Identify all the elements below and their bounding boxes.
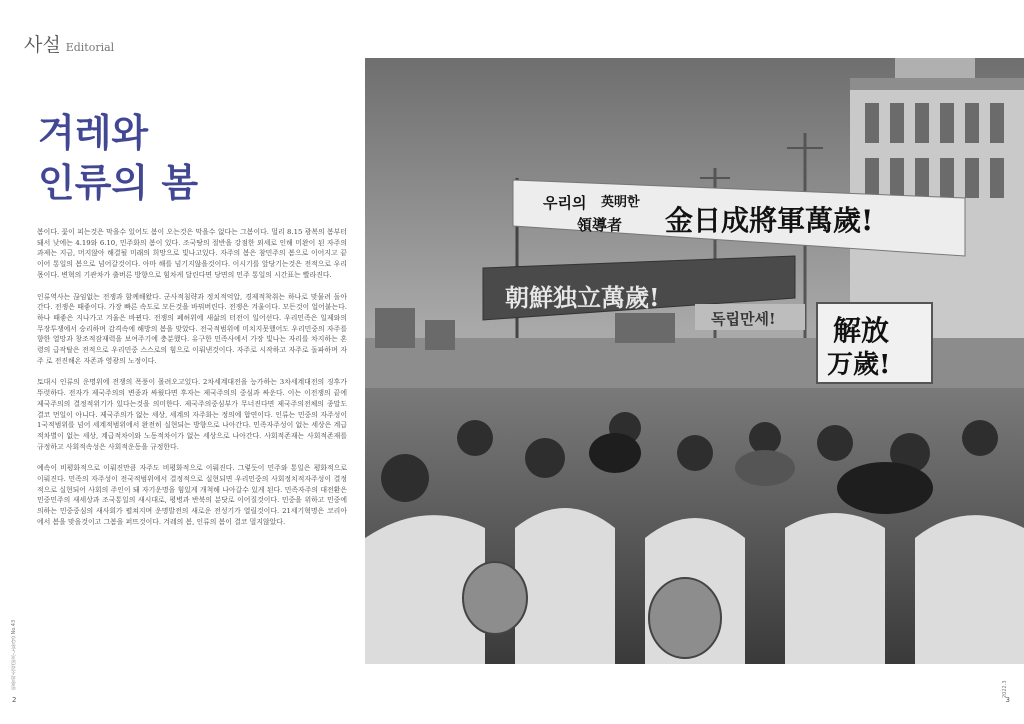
banner-top-text-2: 英明한 — [601, 195, 640, 210]
historical-photo — [365, 58, 1024, 664]
article-body — [37, 227, 347, 528]
paragraph-4: 예속이 비평화적으로 이뤄진만큼 자주도 비평화적으로 이뤄진다. 그렇듯이 민주와 통일은 평화적으로 이뤄진다. 민족의 자주성이 전국적범위에서 결정적으로 실현되면 우리민중의 사회정치적자주성이 결정적으로 실현되어 사회의 주인이 돼 자기운명을 힘있게 개척해 나아갈수 있게 된다. 민족자주의 대전환은 민중민주의 새세상과 조국통일의 새시대로, 평병과 반북의 분닷로 이어질것이다. 민중을 위하고 민중에 의하는 민중중심의 새사회가 펼쳐지며 운명발전의 새로운 전성기가 열릴것이다. 21세기혁명은 코리아에서 봄을 맞을것이고 그봄을 퍼뜨것이다. 겨레의 봄, 인류의 봄이 결코 멀지않았다. — [37, 464, 347, 526]
section-header — [24, 30, 114, 57]
placard-text-line-1: 解放 — [833, 314, 890, 347]
issue-date-side-label: 2022.3 — [1002, 680, 1008, 698]
banner-top-text-1: 우리의 — [543, 194, 587, 212]
publication-side-label: 민중의소리(민주노동당) No.43 — [11, 619, 17, 690]
placard-right — [817, 303, 932, 383]
banner-behind — [695, 304, 805, 330]
title-line-1: 겨레와 — [38, 111, 149, 155]
banner-top-text-3: 領導者 — [577, 216, 623, 234]
placard-text-line-2: 万歲! — [827, 350, 891, 380]
article-title — [38, 108, 198, 208]
paragraph-1: 봄이다. 꽃이 피는것은 막을수 있어도 봄이 오는것은 막을수 없다는 그봄이다. 멀리 8.15 광복의 봄부터 돼서 낮에는 4.19와 6.10, 민주화의 봄이 있다. 조국땅의 절반을 강점한 외세로 인해 미완이 된 자주의 과제는 지금, 머지않아 해결될 미래의 희망으로 빛나고있다. 자주의 봄은 참민주의 봄으로 이어지고 끝이어 통일의 봄으로 넘어갈것이다. 아마 해를 넘기지않을것이다. 이시기를 앞당기는것은 전적으로 우리몫이다. 변혁의 기관차가 출버른 방향으로 힘차게 달린다면 당면의 민주 통일의 시간표는 빨라진다. — [37, 228, 347, 279]
photo-illustration — [365, 58, 1024, 664]
section-label-korean: 사설 — [24, 34, 61, 56]
paragraph-3: 토대시 인류의 운명위에 전쟁의 폭풍이 몰려오고있다. 2차세계대전을 능가하는 3차세계대전의 징후가 뚜렷하다. 전자가 제국주의의 변종과 싸웠다면 후자는 제국주의의 중심과 싸운다. 이는 이전쟁의 끝에 제국주의의 결정적위기가 있다는것을 의미한다. 제국주의중심부가 무너진다면 제국주의전체의 종말도 결코 먼일이 아니다. 제국주의가 없는 세상, 세계의 자주화는 정의에 합연이다. 인류는 민중의 자주성이 1국적범위를 넘어 세계적범위에서 완전히 실현되는 방향으로 나아간다. 민족자주성이 없는 세상은 계급적차별이 없는 세상, 계급적차이와 노동적차이가 없는 세상으로 나아간다. 사회적존재는 사회적존재를 규정하고 사회적속성은 사회적운동을 규정한다. — [37, 378, 347, 451]
page-number-right: 3 — [1005, 696, 1010, 704]
banner-middle-text: 朝鮮独立萬歲! — [505, 283, 660, 312]
banner-top-main-text: 金日成將軍萬歲! — [665, 204, 874, 237]
title-line-2: 인류의 봄 — [38, 161, 199, 205]
banner-behind-text: 독립만세! — [711, 310, 776, 328]
paragraph-2: 인류역사는 끊임없는 전쟁과 함께해왔다. 군사적침략과 정치적억압, 경제적착취는 하나로 맞물려 돌아간다. 전쟁은 때좋이다. 가장 빠른 속도로 모든것을 바꿔버린다. 전쟁은 겨울이다. 모든것이 얼어붙는다. 하나 때좋은 지나가고 겨울은 바뀐다. 전쟁의 폐허위에 새삶의 터전이 일어선다. 우리민족은 일제와의 무장투쟁에서 승리하며 감격속에 해방의 봄을 맞았다. 전국적범위에 미치지못했어도 우리민중의 자주를 향한 열망과 창조적잠재력을 보여주기에 충분했다. 유구한 민족사에서 가장 빛나는 자리를 차지하는 혼령의 급작탈은 전적으로 우리민중 스스로의 힘으로 이뤄낸것이다. 자주로 시작하고 자주로 돌파하며 자주 로 전진해온 자존과 영광의 노정이다. — [37, 292, 347, 365]
section-label-english: Editorial — [65, 41, 115, 54]
page-number-left: 2 — [12, 696, 17, 704]
